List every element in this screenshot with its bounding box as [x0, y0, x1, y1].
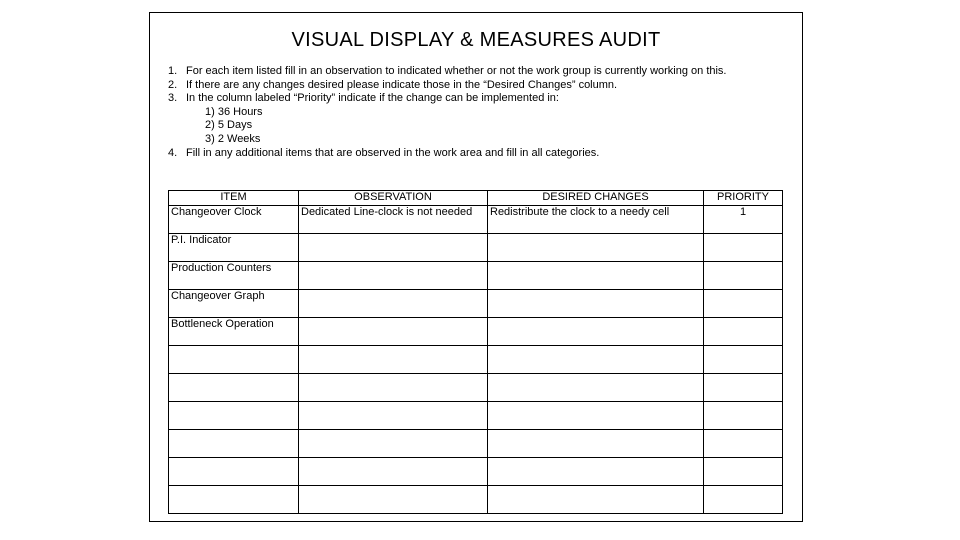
priority-cell — [704, 458, 783, 486]
table-row — [169, 262, 783, 290]
table-row — [169, 318, 783, 346]
priority-cell: 1 — [704, 206, 783, 234]
item-cell — [169, 430, 299, 458]
desired-changes-cell — [488, 430, 704, 458]
form-title: VISUAL DISPLAY & MEASURES AUDIT — [291, 29, 661, 51]
desired-changes-cell — [488, 290, 704, 318]
priority-cell — [704, 234, 783, 262]
observation-cell: Dedicated Line-clock is not needed — [299, 206, 488, 234]
instruction-number: 4. — [168, 146, 178, 159]
table-row — [169, 430, 783, 458]
item-cell — [169, 402, 299, 430]
priority-cell — [704, 346, 783, 374]
instructions — [168, 65, 788, 160]
table-row — [169, 402, 783, 430]
priority-cell — [704, 374, 783, 402]
observation-cell — [299, 318, 488, 346]
instruction-text: Fill in any additional items that are observed in the work area and fill in all categories. — [186, 146, 600, 159]
priority-cell — [704, 262, 783, 290]
table-row — [169, 234, 783, 262]
audit-table — [168, 190, 783, 514]
header-item: ITEM — [169, 191, 299, 206]
desired-changes-cell — [488, 262, 704, 290]
item-cell: Changeover Graph — [169, 290, 299, 318]
desired-changes-cell — [488, 402, 704, 430]
audit-form — [149, 12, 803, 522]
item-cell: Bottleneck Operation — [169, 318, 299, 346]
priority-cell — [704, 430, 783, 458]
table-row — [169, 374, 783, 402]
instruction-1 — [168, 65, 788, 79]
instruction-number: 2. — [168, 78, 178, 91]
item-cell — [169, 346, 299, 374]
instruction-number: 3. — [168, 92, 178, 105]
table-row — [169, 346, 783, 374]
instruction-text: If there are any changes desired please indicate those in the “Desired Changes” column. — [186, 78, 618, 91]
item-cell: P.I. Indicator — [169, 234, 299, 262]
item-cell: Changeover Clock — [169, 206, 299, 234]
instruction-text: For each item listed fill in an observation to indicated whether or not the work group is currently working on this. — [186, 65, 727, 77]
table-header-row — [169, 191, 783, 206]
observation-cell — [299, 430, 488, 458]
table-row — [169, 486, 783, 514]
observation-cell — [299, 290, 488, 318]
item-cell — [169, 374, 299, 402]
instruction-3 — [168, 92, 788, 106]
table-row — [169, 290, 783, 318]
instruction-text: In the column labeled “Priority” indicate if the change can be implemented in: — [186, 92, 559, 105]
item-cell: Production Counters — [169, 262, 299, 290]
desired-changes-cell — [488, 458, 704, 486]
header-priority: PRIORITY — [704, 191, 783, 206]
instruction-4 — [168, 147, 788, 161]
desired-changes-cell — [488, 234, 704, 262]
desired-changes-cell — [488, 374, 704, 402]
priority-cell — [704, 318, 783, 346]
desired-changes-cell — [488, 318, 704, 346]
item-cell — [169, 458, 299, 486]
priority-cell — [704, 486, 783, 514]
observation-cell — [299, 486, 488, 514]
instruction-2 — [168, 79, 788, 93]
instruction-number: 1. — [168, 65, 178, 77]
observation-cell — [299, 458, 488, 486]
desired-changes-cell: Redistribute the clock to a needy cell — [488, 206, 704, 234]
observation-cell — [299, 234, 488, 262]
table-row — [169, 206, 783, 234]
desired-changes-cell — [488, 486, 704, 514]
priority-option-1: 1) 36 Hours — [205, 105, 263, 118]
priority-cell — [704, 402, 783, 430]
observation-cell — [299, 346, 488, 374]
priority-cell — [704, 290, 783, 318]
item-cell — [169, 486, 299, 514]
header-desired-changes: DESIRED CHANGES — [488, 191, 704, 206]
priority-option-2: 2) 5 Days — [205, 119, 253, 132]
observation-cell — [299, 402, 488, 430]
header-observation: OBSERVATION — [299, 191, 488, 206]
observation-cell — [299, 262, 488, 290]
observation-cell — [299, 374, 488, 402]
desired-changes-cell — [488, 346, 704, 374]
priority-option-3: 3) 2 Weeks — [205, 132, 261, 145]
table-row — [169, 458, 783, 486]
